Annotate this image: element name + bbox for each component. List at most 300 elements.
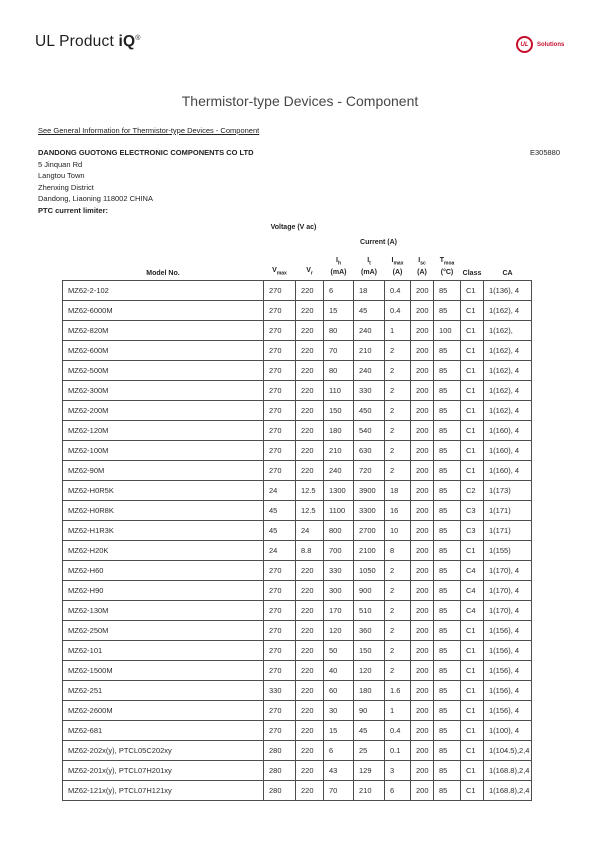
cell-vr: 220 xyxy=(296,560,324,580)
cell-vr: 220 xyxy=(296,320,324,340)
cell-vmax: 280 xyxy=(264,740,296,760)
cell-vr: 220 xyxy=(296,760,324,780)
cell-ih: 43 xyxy=(324,760,354,780)
table-row xyxy=(63,320,532,340)
cell-it: 1050 xyxy=(354,560,385,580)
cell-it: 330 xyxy=(354,380,385,400)
cell-imax: 0.1 xyxy=(385,740,411,760)
cell-isc: 200 xyxy=(411,780,434,800)
cell-imax: 2 xyxy=(385,440,411,460)
ul-solutions-wordmark: Solutions xyxy=(537,41,565,48)
cell-ih: 30 xyxy=(324,700,354,720)
cell-vmax: 280 xyxy=(264,780,296,800)
cell-it: 2100 xyxy=(354,540,385,560)
cell-it: 180 xyxy=(354,680,385,700)
cell-vmax: 270 xyxy=(264,460,296,480)
cell-isc: 200 xyxy=(411,480,434,500)
cell-vr: 220 xyxy=(296,740,324,760)
cell-tmoa: 85 xyxy=(434,280,461,300)
cell-model: MZ62-100M xyxy=(63,440,264,460)
cell-imax: 2 xyxy=(385,340,411,360)
table-row xyxy=(63,280,532,300)
cell-it: 630 xyxy=(354,440,385,460)
cell-model: MZ62-250M xyxy=(63,620,264,640)
cell-model: MZ62-H90 xyxy=(63,580,264,600)
cell-vr: 12.5 xyxy=(296,500,324,520)
cell-ca: 1(100), 4 xyxy=(484,720,532,740)
cell-isc: 200 xyxy=(411,600,434,620)
cell-isc: 200 xyxy=(411,640,434,660)
cell-class: C2 xyxy=(461,480,484,500)
cell-ca: 1(162), 4 xyxy=(484,360,532,380)
cell-vmax: 270 xyxy=(264,620,296,640)
cell-model: MZ62-H60 xyxy=(63,560,264,580)
column-header-it: $I_t$ (mA) xyxy=(361,257,377,276)
cell-imax: 8 xyxy=(385,540,411,560)
cell-ih: 700 xyxy=(324,540,354,560)
cell-vr: 220 xyxy=(296,380,324,400)
cell-isc: 200 xyxy=(411,340,434,360)
address-line: 5 Jinquan Rd xyxy=(38,159,83,169)
cell-it: 540 xyxy=(354,420,385,440)
table-row xyxy=(63,700,532,720)
ul-circle-icon: UL xyxy=(516,36,533,53)
cell-isc: 200 xyxy=(411,420,434,440)
cell-ih: 170 xyxy=(324,600,354,620)
cell-model: MZ62-H20K xyxy=(63,540,264,560)
general-information-link[interactable]: See General Information for Thermistor-type Devices - Component xyxy=(38,126,260,135)
cell-imax: 2 xyxy=(385,620,411,640)
cell-isc: 200 xyxy=(411,760,434,780)
cell-tmoa: 85 xyxy=(434,500,461,520)
column-header-vr: $V_r$ xyxy=(306,267,313,277)
cell-ca: 1(170), 4 xyxy=(484,560,532,580)
cell-imax: 1.6 xyxy=(385,680,411,700)
cell-tmoa: 85 xyxy=(434,480,461,500)
cell-vmax: 270 xyxy=(264,720,296,740)
cell-model: MZ62-101 xyxy=(63,640,264,660)
cell-ca: 1(156), 4 xyxy=(484,640,532,660)
cell-ca: 1(162), xyxy=(484,320,532,340)
table-row xyxy=(63,380,532,400)
cell-isc: 200 xyxy=(411,740,434,760)
cell-ih: 70 xyxy=(324,780,354,800)
cell-tmoa: 85 xyxy=(434,660,461,680)
cell-imax: 0.4 xyxy=(385,300,411,320)
cell-vmax: 270 xyxy=(264,660,296,680)
cell-model: MZ62-2-102 xyxy=(63,280,264,300)
cell-class: C1 xyxy=(461,280,484,300)
cell-model: MZ62-H1R3K xyxy=(63,520,264,540)
cell-class: C1 xyxy=(461,420,484,440)
cell-class: C3 xyxy=(461,520,484,540)
cell-imax: 2 xyxy=(385,660,411,680)
column-header-ih: $I_h$ (mA) xyxy=(330,257,347,276)
table-row xyxy=(63,400,532,420)
cell-vmax: 270 xyxy=(264,400,296,420)
cell-class: C3 xyxy=(461,500,484,520)
cell-class: C1 xyxy=(461,460,484,480)
table-row xyxy=(63,460,532,480)
cell-model: MZ62-H0R8K xyxy=(63,500,264,520)
table-row xyxy=(63,420,532,440)
cell-vmax: 270 xyxy=(264,380,296,400)
cell-ca: 1(173) xyxy=(484,480,532,500)
cell-vr: 220 xyxy=(296,700,324,720)
cell-ih: 15 xyxy=(324,300,354,320)
cell-class: C1 xyxy=(461,780,484,800)
cell-model: MZ62-121x(y), PTCL07H121xy xyxy=(63,780,264,800)
cell-ca: 1(170), 4 xyxy=(484,580,532,600)
cell-imax: 10 xyxy=(385,520,411,540)
cell-ca: 1(155) xyxy=(484,540,532,560)
cell-ih: 6 xyxy=(324,280,354,300)
table-row xyxy=(63,660,532,680)
cell-class: C4 xyxy=(461,600,484,620)
cell-tmoa: 85 xyxy=(434,400,461,420)
cell-vmax: 270 xyxy=(264,560,296,580)
group-spacer xyxy=(63,222,264,249)
cell-class: C4 xyxy=(461,560,484,580)
cell-imax: 3 xyxy=(385,760,411,780)
cell-it: 3900 xyxy=(354,480,385,500)
cell-class: C1 xyxy=(461,340,484,360)
cell-ca: 1(162), 4 xyxy=(484,400,532,420)
cell-model: MZ62-H0R5K xyxy=(63,480,264,500)
cell-tmoa: 85 xyxy=(434,620,461,640)
cell-ca: 1(171) xyxy=(484,520,532,540)
cell-imax: 2 xyxy=(385,640,411,660)
cell-vmax: 270 xyxy=(264,600,296,620)
cell-vmax: 270 xyxy=(264,280,296,300)
cell-vmax: 45 xyxy=(264,520,296,540)
cell-class: C1 xyxy=(461,440,484,460)
cell-isc: 200 xyxy=(411,660,434,680)
cell-model: MZ62-300M xyxy=(63,380,264,400)
cell-class: C1 xyxy=(461,540,484,560)
cell-tmoa: 85 xyxy=(434,560,461,580)
ul-solutions-logo xyxy=(516,36,564,53)
table-row xyxy=(63,740,532,760)
cell-it: 360 xyxy=(354,620,385,640)
column-header-ca: CA xyxy=(502,269,513,277)
cell-ca: 1(136), 4 xyxy=(484,280,532,300)
cell-tmoa: 100 xyxy=(434,320,461,340)
company-block xyxy=(38,147,254,217)
company-name: DANDONG GUOTONG ELECTRONIC COMPONENTS CO LTD xyxy=(38,148,254,157)
address-line: Dandong, Liaoning 118002 CHINA xyxy=(38,194,153,204)
cell-it: 720 xyxy=(354,460,385,480)
cell-class: C1 xyxy=(461,300,484,320)
cell-vr: 220 xyxy=(296,400,324,420)
cell-tmoa: 85 xyxy=(434,740,461,760)
table-row xyxy=(63,580,532,600)
cell-ca: 1(160), 4 xyxy=(484,460,532,480)
cell-it: 210 xyxy=(354,340,385,360)
column-header-vmax: $V_{max}$ xyxy=(272,267,287,277)
cell-it: 3300 xyxy=(354,500,385,520)
cell-ih: 330 xyxy=(324,560,354,580)
cell-isc: 200 xyxy=(411,580,434,600)
cell-ca: 1(171) xyxy=(484,500,532,520)
cell-tmoa: 85 xyxy=(434,360,461,380)
cell-vr: 220 xyxy=(296,660,324,680)
cell-vmax: 24 xyxy=(264,540,296,560)
cell-imax: 1 xyxy=(385,320,411,340)
cell-vmax: 45 xyxy=(264,500,296,520)
brand-name: UL Product xyxy=(35,33,119,50)
cell-it: 120 xyxy=(354,660,385,680)
address-line: Langtou Town xyxy=(38,171,85,181)
cell-vmax: 270 xyxy=(264,580,296,600)
cell-class: C1 xyxy=(461,760,484,780)
cell-class: C1 xyxy=(461,320,484,340)
cell-ca: 1(160), 4 xyxy=(484,440,532,460)
cell-class: C1 xyxy=(461,740,484,760)
cell-model: MZ62-1500M xyxy=(63,660,264,680)
cell-imax: 18 xyxy=(385,480,411,500)
cell-it: 90 xyxy=(354,700,385,720)
cell-ca: 1(168.8),2,4 xyxy=(484,760,532,780)
cell-ih: 120 xyxy=(324,620,354,640)
cell-vr: 220 xyxy=(296,600,324,620)
table-body xyxy=(63,280,532,800)
cell-isc: 200 xyxy=(411,400,434,420)
cell-model: MZ62-2600M xyxy=(63,700,264,720)
cell-ih: 40 xyxy=(324,660,354,680)
cell-model: MZ62-6000M xyxy=(63,300,264,320)
cell-isc: 200 xyxy=(411,320,434,340)
cell-ca: 1(168.8),2,4 xyxy=(484,780,532,800)
table-row xyxy=(63,560,532,580)
cell-tmoa: 85 xyxy=(434,440,461,460)
cell-ca: 1(156), 4 xyxy=(484,700,532,720)
cell-ih: 800 xyxy=(324,520,354,540)
cell-model: MZ62-200M xyxy=(63,400,264,420)
cell-tmoa: 85 xyxy=(434,460,461,480)
cell-isc: 200 xyxy=(411,300,434,320)
table-row xyxy=(63,620,532,640)
cell-tmoa: 85 xyxy=(434,520,461,540)
cell-imax: 2 xyxy=(385,360,411,380)
cell-vmax: 270 xyxy=(264,440,296,460)
cell-class: C1 xyxy=(461,400,484,420)
cell-isc: 200 xyxy=(411,500,434,520)
table-row xyxy=(63,480,532,500)
cell-model: MZ62-120M xyxy=(63,420,264,440)
cell-model: MZ62-90M xyxy=(63,460,264,480)
group-header-voltage: Voltage (V ac) xyxy=(270,224,317,231)
cell-vr: 220 xyxy=(296,640,324,660)
table-row xyxy=(63,680,532,700)
cell-isc: 200 xyxy=(411,680,434,700)
table-head xyxy=(63,222,532,280)
cell-it: 210 xyxy=(354,780,385,800)
registered-mark: ® xyxy=(135,34,141,42)
cell-it: 45 xyxy=(354,300,385,320)
cell-vr: 24 xyxy=(296,520,324,540)
table-row xyxy=(63,760,532,780)
cell-it: 510 xyxy=(354,600,385,620)
cell-ih: 80 xyxy=(324,360,354,380)
cell-vr: 220 xyxy=(296,420,324,440)
ptc-current-limiter-table xyxy=(62,222,532,801)
cell-tmoa: 85 xyxy=(434,680,461,700)
table-row xyxy=(63,600,532,620)
cell-ca: 1(162), 4 xyxy=(484,340,532,360)
cell-isc: 200 xyxy=(411,620,434,640)
cell-tmoa: 85 xyxy=(434,380,461,400)
cell-it: 45 xyxy=(354,720,385,740)
cell-ca: 1(162), 4 xyxy=(484,380,532,400)
cell-tmoa: 85 xyxy=(434,640,461,660)
cell-tmoa: 85 xyxy=(434,720,461,740)
column-header-tmoa: $T_{moa}$ (°C) xyxy=(439,257,455,276)
cell-tmoa: 85 xyxy=(434,580,461,600)
cell-it: 450 xyxy=(354,400,385,420)
column-header-model: Model No. xyxy=(146,269,180,277)
cell-imax: 16 xyxy=(385,500,411,520)
table-row xyxy=(63,500,532,520)
cell-imax: 2 xyxy=(385,400,411,420)
cell-vr: 220 xyxy=(296,580,324,600)
cell-vmax: 24 xyxy=(264,480,296,500)
ptc-table-wrap xyxy=(62,222,532,801)
cell-tmoa: 85 xyxy=(434,780,461,800)
cell-vr: 220 xyxy=(296,340,324,360)
cell-vr: 220 xyxy=(296,360,324,380)
cell-vr: 220 xyxy=(296,280,324,300)
group-header-current: Current (A) xyxy=(360,239,397,246)
cell-tmoa: 85 xyxy=(434,340,461,360)
cell-imax: 0.4 xyxy=(385,720,411,740)
group-spacer xyxy=(434,222,532,249)
cell-class: C1 xyxy=(461,640,484,660)
cell-model: MZ62-500M xyxy=(63,360,264,380)
cell-ih: 70 xyxy=(324,340,354,360)
cell-class: C1 xyxy=(461,700,484,720)
cell-model: MZ62-130M xyxy=(63,600,264,620)
cell-model: MZ62-201x(y), PTCL07H201xy xyxy=(63,760,264,780)
cell-ca: 1(156), 4 xyxy=(484,660,532,680)
cell-ih: 210 xyxy=(324,440,354,460)
cell-ca: 1(170), 4 xyxy=(484,600,532,620)
cell-class: C1 xyxy=(461,380,484,400)
cell-vr: 220 xyxy=(296,300,324,320)
file-number: E305880 xyxy=(529,148,560,157)
cell-it: 25 xyxy=(354,740,385,760)
cell-tmoa: 85 xyxy=(434,420,461,440)
brand-name-bold: iQ xyxy=(118,33,136,50)
cell-ih: 6 xyxy=(324,740,354,760)
cell-imax: 2 xyxy=(385,580,411,600)
cell-ih: 180 xyxy=(324,420,354,440)
cell-class: C1 xyxy=(461,680,484,700)
cell-it: 18 xyxy=(354,280,385,300)
category-label: PTC current limiter: xyxy=(38,205,109,215)
cell-imax: 1 xyxy=(385,700,411,720)
cell-tmoa: 85 xyxy=(434,300,461,320)
cell-it: 129 xyxy=(354,760,385,780)
cell-it: 2700 xyxy=(354,520,385,540)
cell-imax: 2 xyxy=(385,420,411,440)
cell-ih: 110 xyxy=(324,380,354,400)
cell-vr: 12.5 xyxy=(296,480,324,500)
cell-vmax: 270 xyxy=(264,340,296,360)
cell-isc: 200 xyxy=(411,360,434,380)
cell-isc: 200 xyxy=(411,380,434,400)
table-row xyxy=(63,640,532,660)
ul-product-iq-logo xyxy=(35,33,141,51)
cell-isc: 200 xyxy=(411,540,434,560)
cell-isc: 200 xyxy=(411,520,434,540)
cell-ih: 240 xyxy=(324,460,354,480)
cell-it: 240 xyxy=(354,320,385,340)
column-header-class: Class xyxy=(462,269,482,277)
cell-vr: 8.8 xyxy=(296,540,324,560)
cell-tmoa: 85 xyxy=(434,760,461,780)
cell-class: C1 xyxy=(461,660,484,680)
cell-vr: 220 xyxy=(296,460,324,480)
cell-it: 240 xyxy=(354,360,385,380)
cell-imax: 6 xyxy=(385,780,411,800)
cell-isc: 200 xyxy=(411,700,434,720)
cell-class: C1 xyxy=(461,360,484,380)
cell-imax: 2 xyxy=(385,460,411,480)
cell-ih: 15 xyxy=(324,720,354,740)
cell-vmax: 330 xyxy=(264,680,296,700)
cell-tmoa: 85 xyxy=(434,600,461,620)
cell-class: C1 xyxy=(461,620,484,640)
cell-vr: 220 xyxy=(296,440,324,460)
cell-model: MZ62-202x(y), PTCL05C202xy xyxy=(63,740,264,760)
cell-vmax: 270 xyxy=(264,360,296,380)
cell-isc: 200 xyxy=(411,460,434,480)
cell-ca: 1(156), 4 xyxy=(484,680,532,700)
cell-class: C1 xyxy=(461,720,484,740)
table-row xyxy=(63,720,532,740)
cell-isc: 200 xyxy=(411,720,434,740)
cell-vmax: 280 xyxy=(264,760,296,780)
cell-ih: 1300 xyxy=(324,480,354,500)
address-line: Zhenxing District xyxy=(38,182,94,192)
cell-isc: 200 xyxy=(411,280,434,300)
cell-vr: 220 xyxy=(296,680,324,700)
table-row xyxy=(63,340,532,360)
cell-isc: 200 xyxy=(411,440,434,460)
table-row xyxy=(63,520,532,540)
column-header-isc: $I_{sc}$ (A) xyxy=(417,257,427,276)
cell-vr: 220 xyxy=(296,780,324,800)
cell-imax: 0.4 xyxy=(385,280,411,300)
cell-tmoa: 85 xyxy=(434,700,461,720)
table-row xyxy=(63,440,532,460)
column-header-imax: $I_{max}$ (A) xyxy=(391,257,404,276)
group-header-row xyxy=(63,222,532,249)
cell-imax: 2 xyxy=(385,380,411,400)
cell-it: 900 xyxy=(354,580,385,600)
column-header-row xyxy=(63,249,532,280)
cell-model: MZ62-681 xyxy=(63,720,264,740)
table-row xyxy=(63,780,532,800)
cell-model: MZ62-600M xyxy=(63,340,264,360)
cell-ih: 80 xyxy=(324,320,354,340)
cell-imax: 2 xyxy=(385,600,411,620)
cell-ca: 1(104.5),2,4 xyxy=(484,740,532,760)
cell-vmax: 270 xyxy=(264,700,296,720)
cell-class: C4 xyxy=(461,580,484,600)
cell-ih: 300 xyxy=(324,580,354,600)
